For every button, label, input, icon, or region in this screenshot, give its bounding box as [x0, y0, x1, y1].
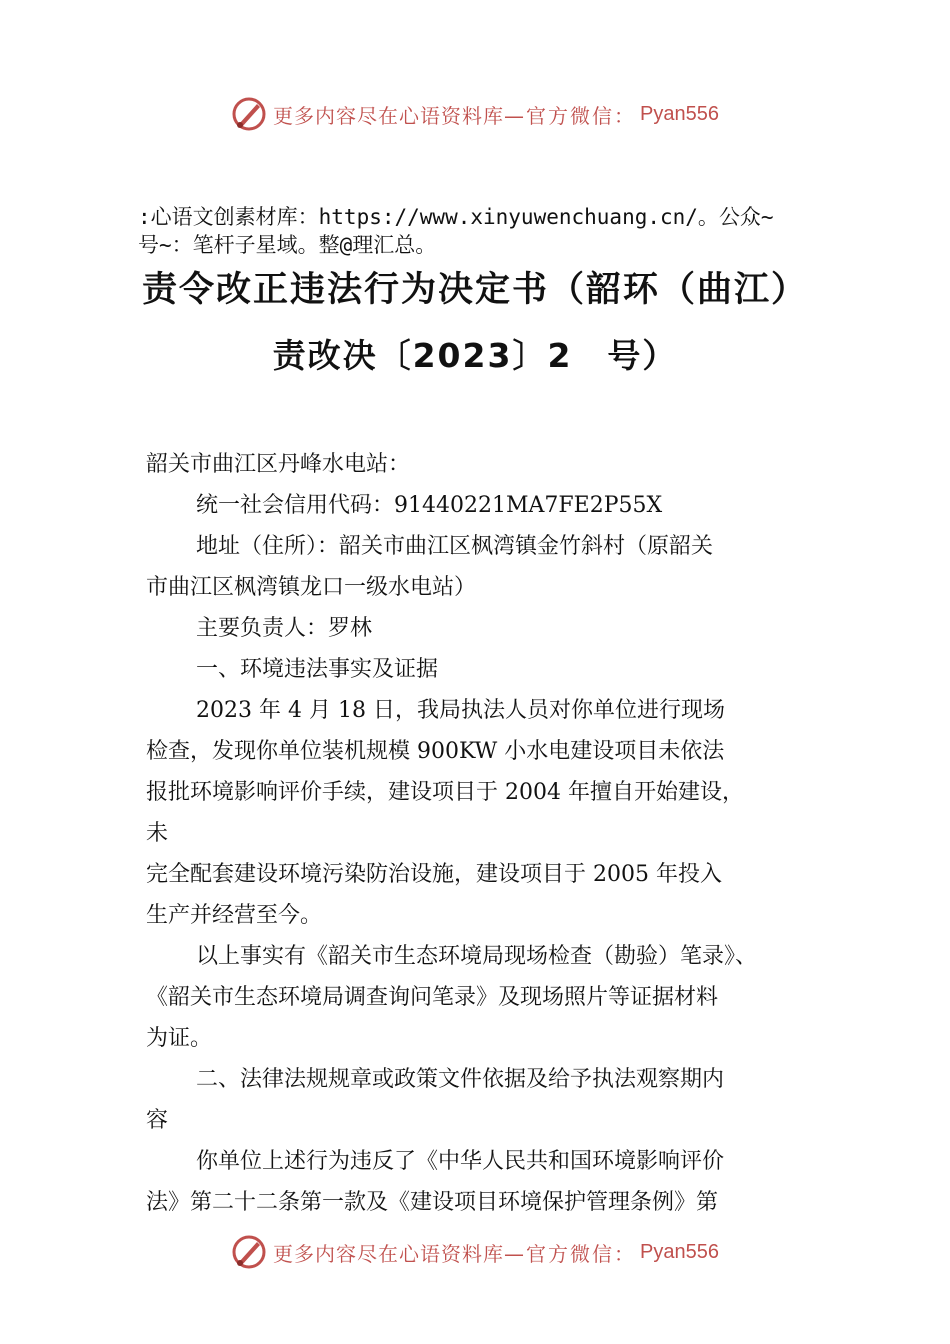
watermark-banner-bottom [0, 1230, 950, 1274]
section-2-heading-line-1: 二、法律法规规章或政策文件依据及给予执法观察期内 [196, 1067, 725, 1092]
law-line-2: 法》第二十二条第一款及《建设项目环境保护管理条例》第 [146, 1190, 719, 1215]
address-line-2: 市曲江区枫湾镇龙口一级水电站） [146, 575, 477, 600]
source-note-line-1: :心语文创素材库：https://www.xinyuwenchuang.cn/。公众~ [138, 205, 774, 229]
watermark-brand: 更多内容尽在心语资料库 [273, 103, 505, 128]
watermark-banner-top [0, 92, 950, 136]
document-body [146, 444, 816, 1223]
evidence-line-2: 《韶关市生态环境局调查询问笔录》及现场照片等证据材料 [146, 985, 719, 1010]
watermark-wechat-id: Pyan556 [640, 1240, 719, 1263]
source-note [138, 203, 838, 259]
source-note-line-2: 号~：笔杆子星域。整@理汇总。 [138, 233, 437, 257]
watermark-contact-label: —官方微信： [504, 1241, 637, 1266]
evidence-line-3: 为证。 [146, 1026, 213, 1051]
fact-line-3: 报批环境影响评价手续，建设项目于 2004 年擅自开始建设， [146, 780, 744, 805]
fact-line-5: 完全配套建设环境污染防治设施，建设项目于 2005 年投入 [146, 862, 722, 887]
document-title-line-1: 责令改正违法行为决定书（韶环（曲江） [141, 270, 808, 310]
evidence-line-1: 以上事实有《韶关市生态环境局现场检查（勘验）笔录》、 [196, 944, 758, 969]
watermark-brand: 更多内容尽在心语资料库 [273, 1241, 505, 1266]
law-line-1: 你单位上述行为违反了《中华人民共和国环境影响评价 [196, 1149, 725, 1174]
watermark-wechat-id: Pyan556 [640, 102, 719, 125]
brush-logo-icon [231, 1234, 267, 1270]
principal: 主要负责人：罗林 [196, 616, 373, 641]
section-1-heading: 一、环境违法事实及证据 [196, 657, 439, 682]
fact-line-6: 生产并经营至今。 [146, 903, 323, 928]
address-line-1: 地址（住所）：韶关市曲江区枫湾镇金竹斜村（原韶关 [196, 534, 714, 559]
recipient: 韶关市曲江区丹峰水电站： [146, 452, 411, 477]
fact-line-4: 未 [146, 821, 169, 846]
section-2-heading-line-2: 容 [146, 1108, 169, 1133]
watermark-contact-label: —官方微信： [504, 103, 637, 128]
document-title-line-2: 责改决〔2023〕2 号） [272, 336, 678, 375]
credit-code: 统一社会信用代码：91440221MA7FE2P55X [196, 493, 663, 518]
fact-line-1: 2023 年 4 月 18 日，我局执法人员对你单位进行现场 [196, 698, 725, 723]
brush-logo-icon [231, 96, 267, 132]
fact-line-2: 检查，发现你单位装机规模 900KW 小水电建设项目未依法 [146, 739, 725, 764]
